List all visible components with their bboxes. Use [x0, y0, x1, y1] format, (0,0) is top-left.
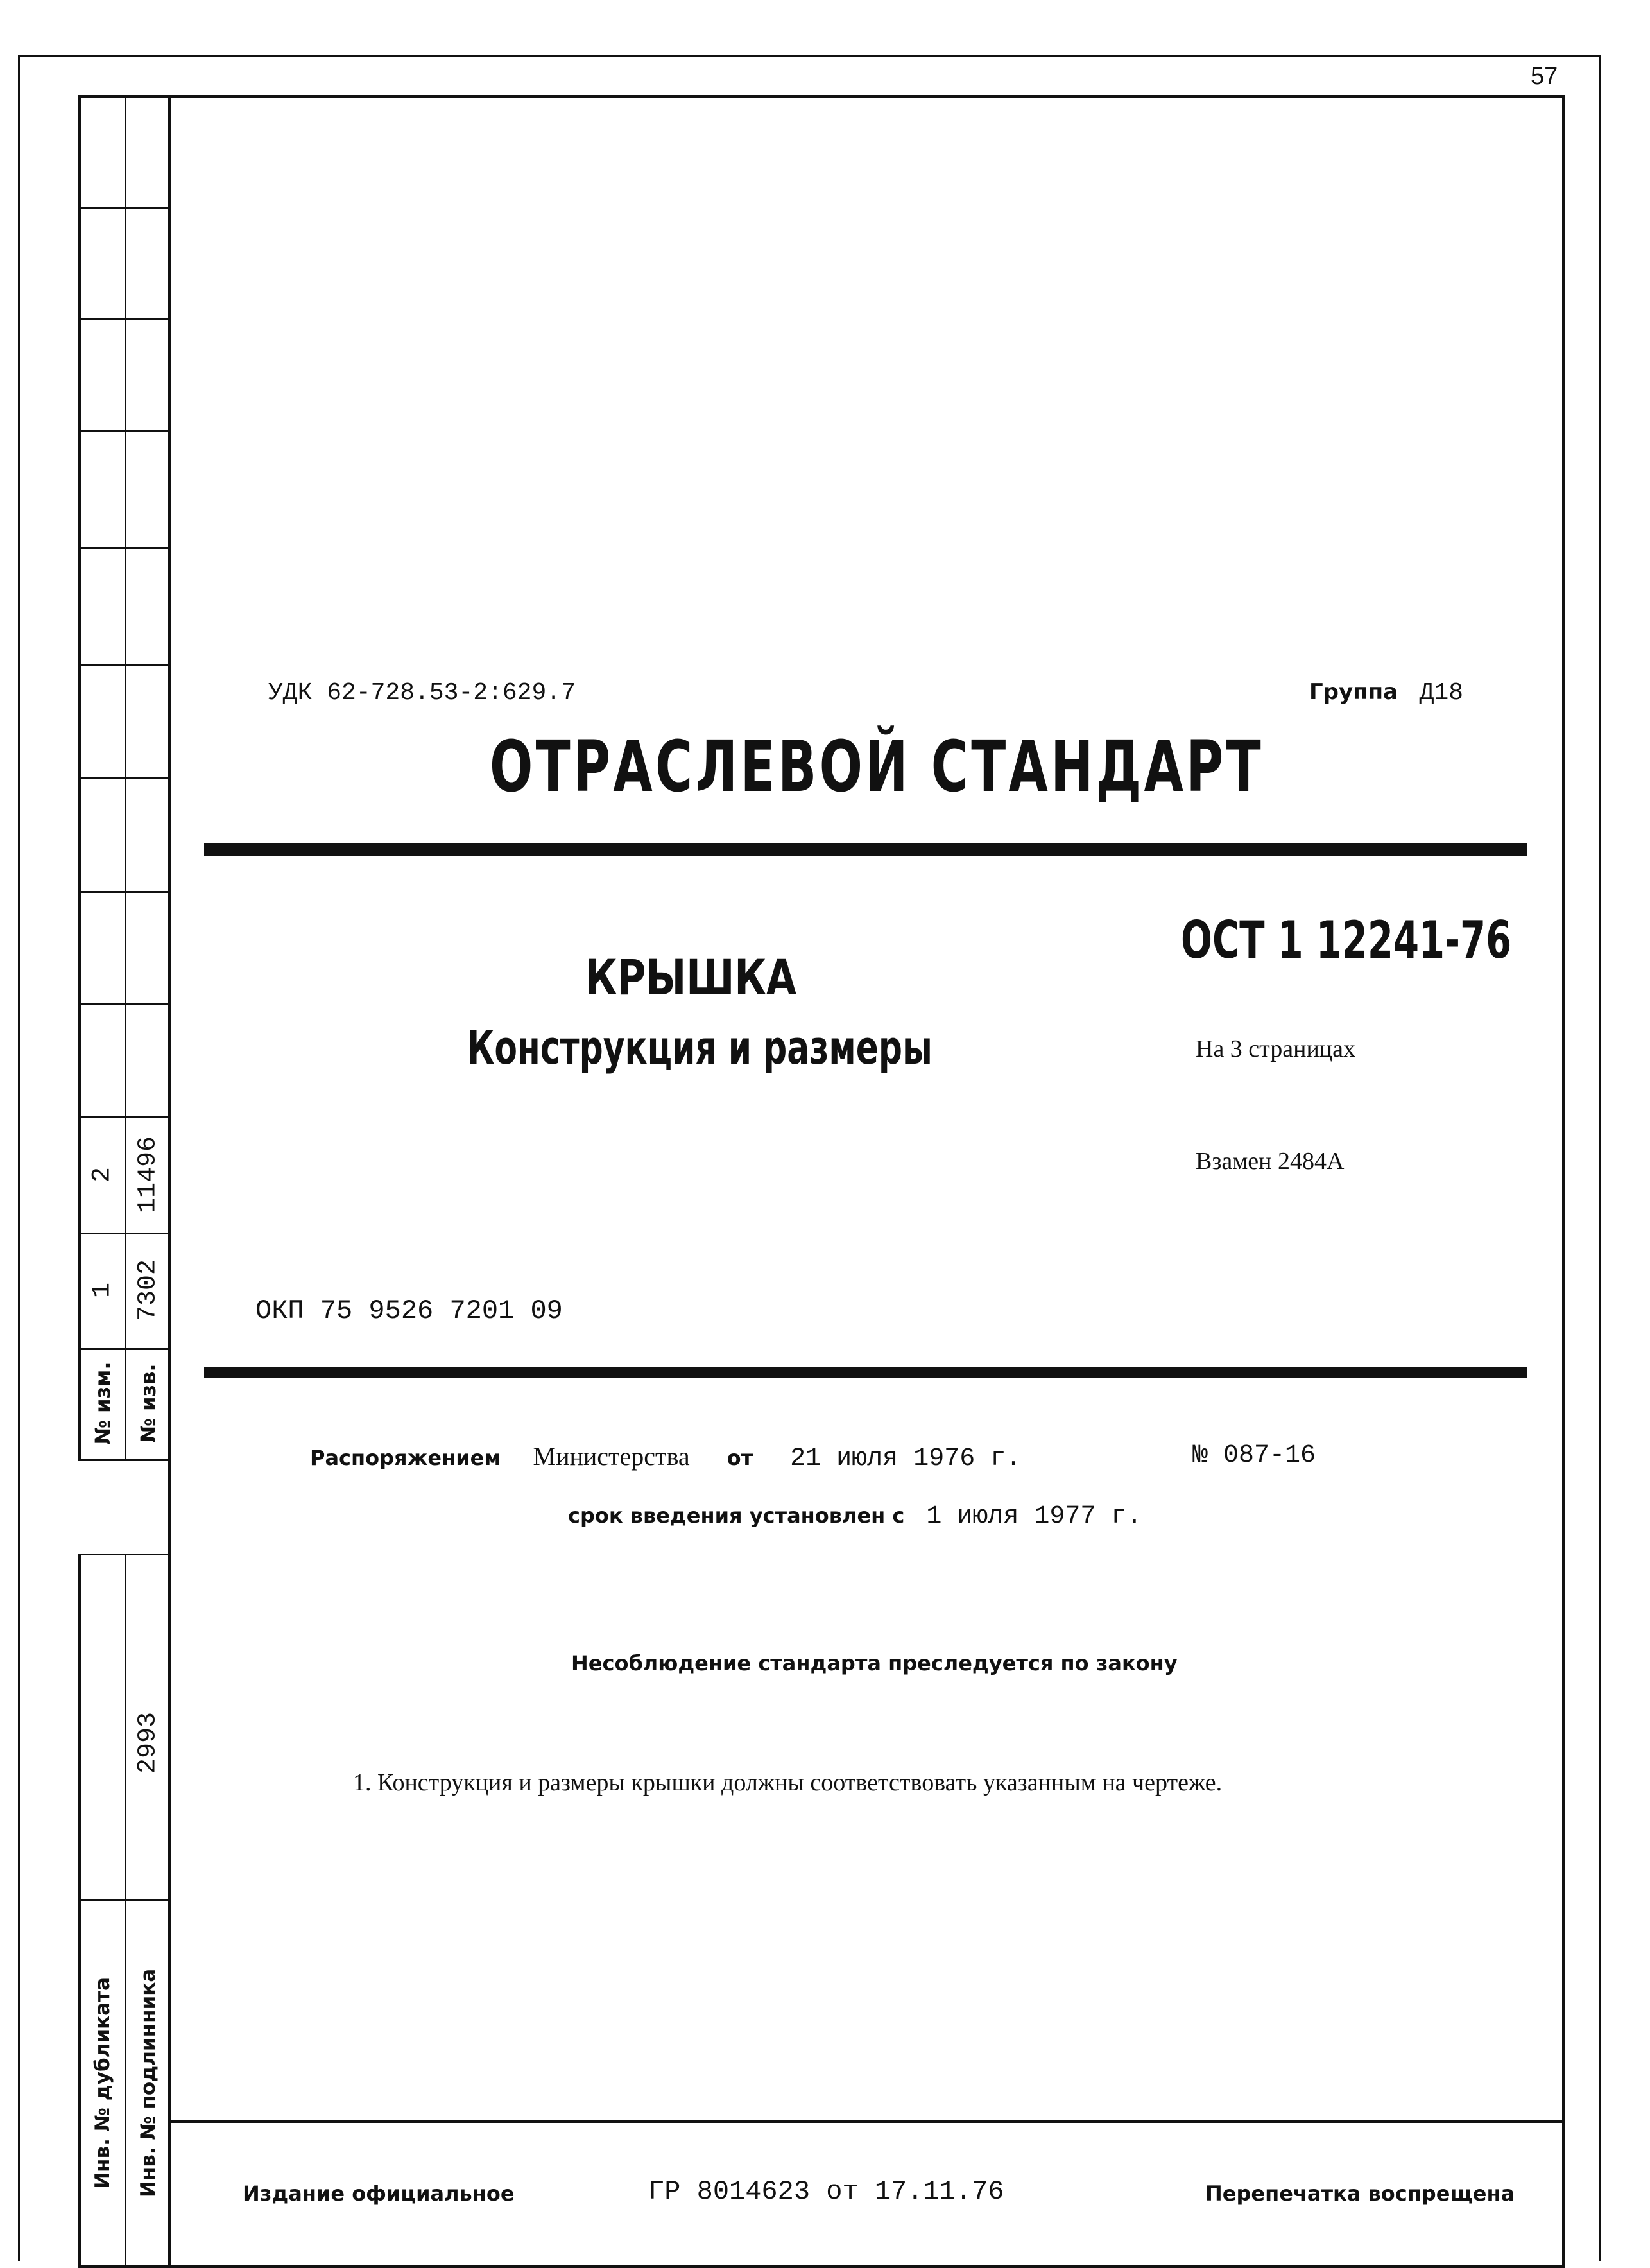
- frame-right: [1599, 55, 1601, 2261]
- decree-line: [310, 1441, 1021, 1473]
- frame-top: [162, 55, 1601, 57]
- change-number-1: 1: [88, 1282, 117, 1299]
- footer-rule: [168, 2120, 1565, 2123]
- introduction-date-line: [568, 1499, 1142, 1531]
- inner-frame-bottom: [78, 2265, 1565, 2268]
- group-label: Группа: [1309, 679, 1398, 705]
- footer-official-edition: Издание официальное: [243, 2181, 515, 2206]
- frame-top-short: [18, 55, 166, 57]
- change-label: № изм.: [90, 1362, 115, 1445]
- original-inventory-label: Инв. № подлинника: [137, 1968, 160, 2198]
- decree-label: Распоряжением: [310, 1446, 501, 1470]
- standard-number: ОСТ 1 12241-76: [1181, 910, 1512, 970]
- document-title: КРЫШКА: [585, 949, 797, 1006]
- notice-number-7302: 7302: [133, 1259, 163, 1322]
- inner-frame-right: [1562, 95, 1565, 2267]
- thick-rule-bottom: [204, 1367, 1527, 1378]
- introduction-date: 1 июля 1977 г.: [926, 1502, 1142, 1531]
- change-number-2: 2: [88, 1166, 117, 1183]
- original-inventory-number: 2993: [133, 1711, 163, 1774]
- udk-text: УДК 62-728.53-2:629.7: [268, 679, 576, 707]
- notice-number-11496: 11496: [133, 1136, 163, 1214]
- legal-warning: Несоблюдение стандарта преследуется по закону: [571, 1651, 1178, 1675]
- footer-registration: ГР 8014623 от 17.11.76: [648, 2176, 1004, 2207]
- document-subtitle: Конструкция и размеры: [467, 1021, 932, 1075]
- group-value: Д18: [1419, 679, 1464, 707]
- thick-rule-top: [204, 843, 1527, 856]
- udk-code: [268, 677, 576, 707]
- group-code: [1309, 677, 1463, 707]
- clause-1: 1. Конструкция и размеры крышки должны соответствовать указанным на чертеже.: [353, 1769, 1223, 1796]
- decree-from: от: [726, 1446, 753, 1470]
- decree-ministry: Министерства: [533, 1442, 690, 1471]
- decree-date: 21 июля 1976 г.: [790, 1444, 1022, 1473]
- replaces-info: Взамен 2484А: [1196, 1148, 1345, 1175]
- header-title: ОТРАСЛЕВОЙ СТАНДАРТ: [490, 725, 1264, 808]
- frame-left: [18, 55, 20, 2261]
- inner-frame-left: [168, 95, 171, 2267]
- duplicate-inventory-label: Инв. № дубликата: [91, 1977, 114, 2189]
- pages-info: На 3 страницах: [1196, 1035, 1355, 1062]
- decree-number: № 087-16: [1192, 1441, 1316, 1470]
- inner-frame-top: [78, 95, 1565, 98]
- page-number: 57: [1531, 63, 1558, 90]
- okp-code: ОКП 75 9526 7201 09: [255, 1295, 563, 1326]
- notice-label: № изв.: [136, 1363, 160, 1443]
- introduction-label: срок введения установлен с: [568, 1503, 905, 1528]
- footer-reprint-notice: Перепечатка воспрещена: [1205, 2181, 1515, 2206]
